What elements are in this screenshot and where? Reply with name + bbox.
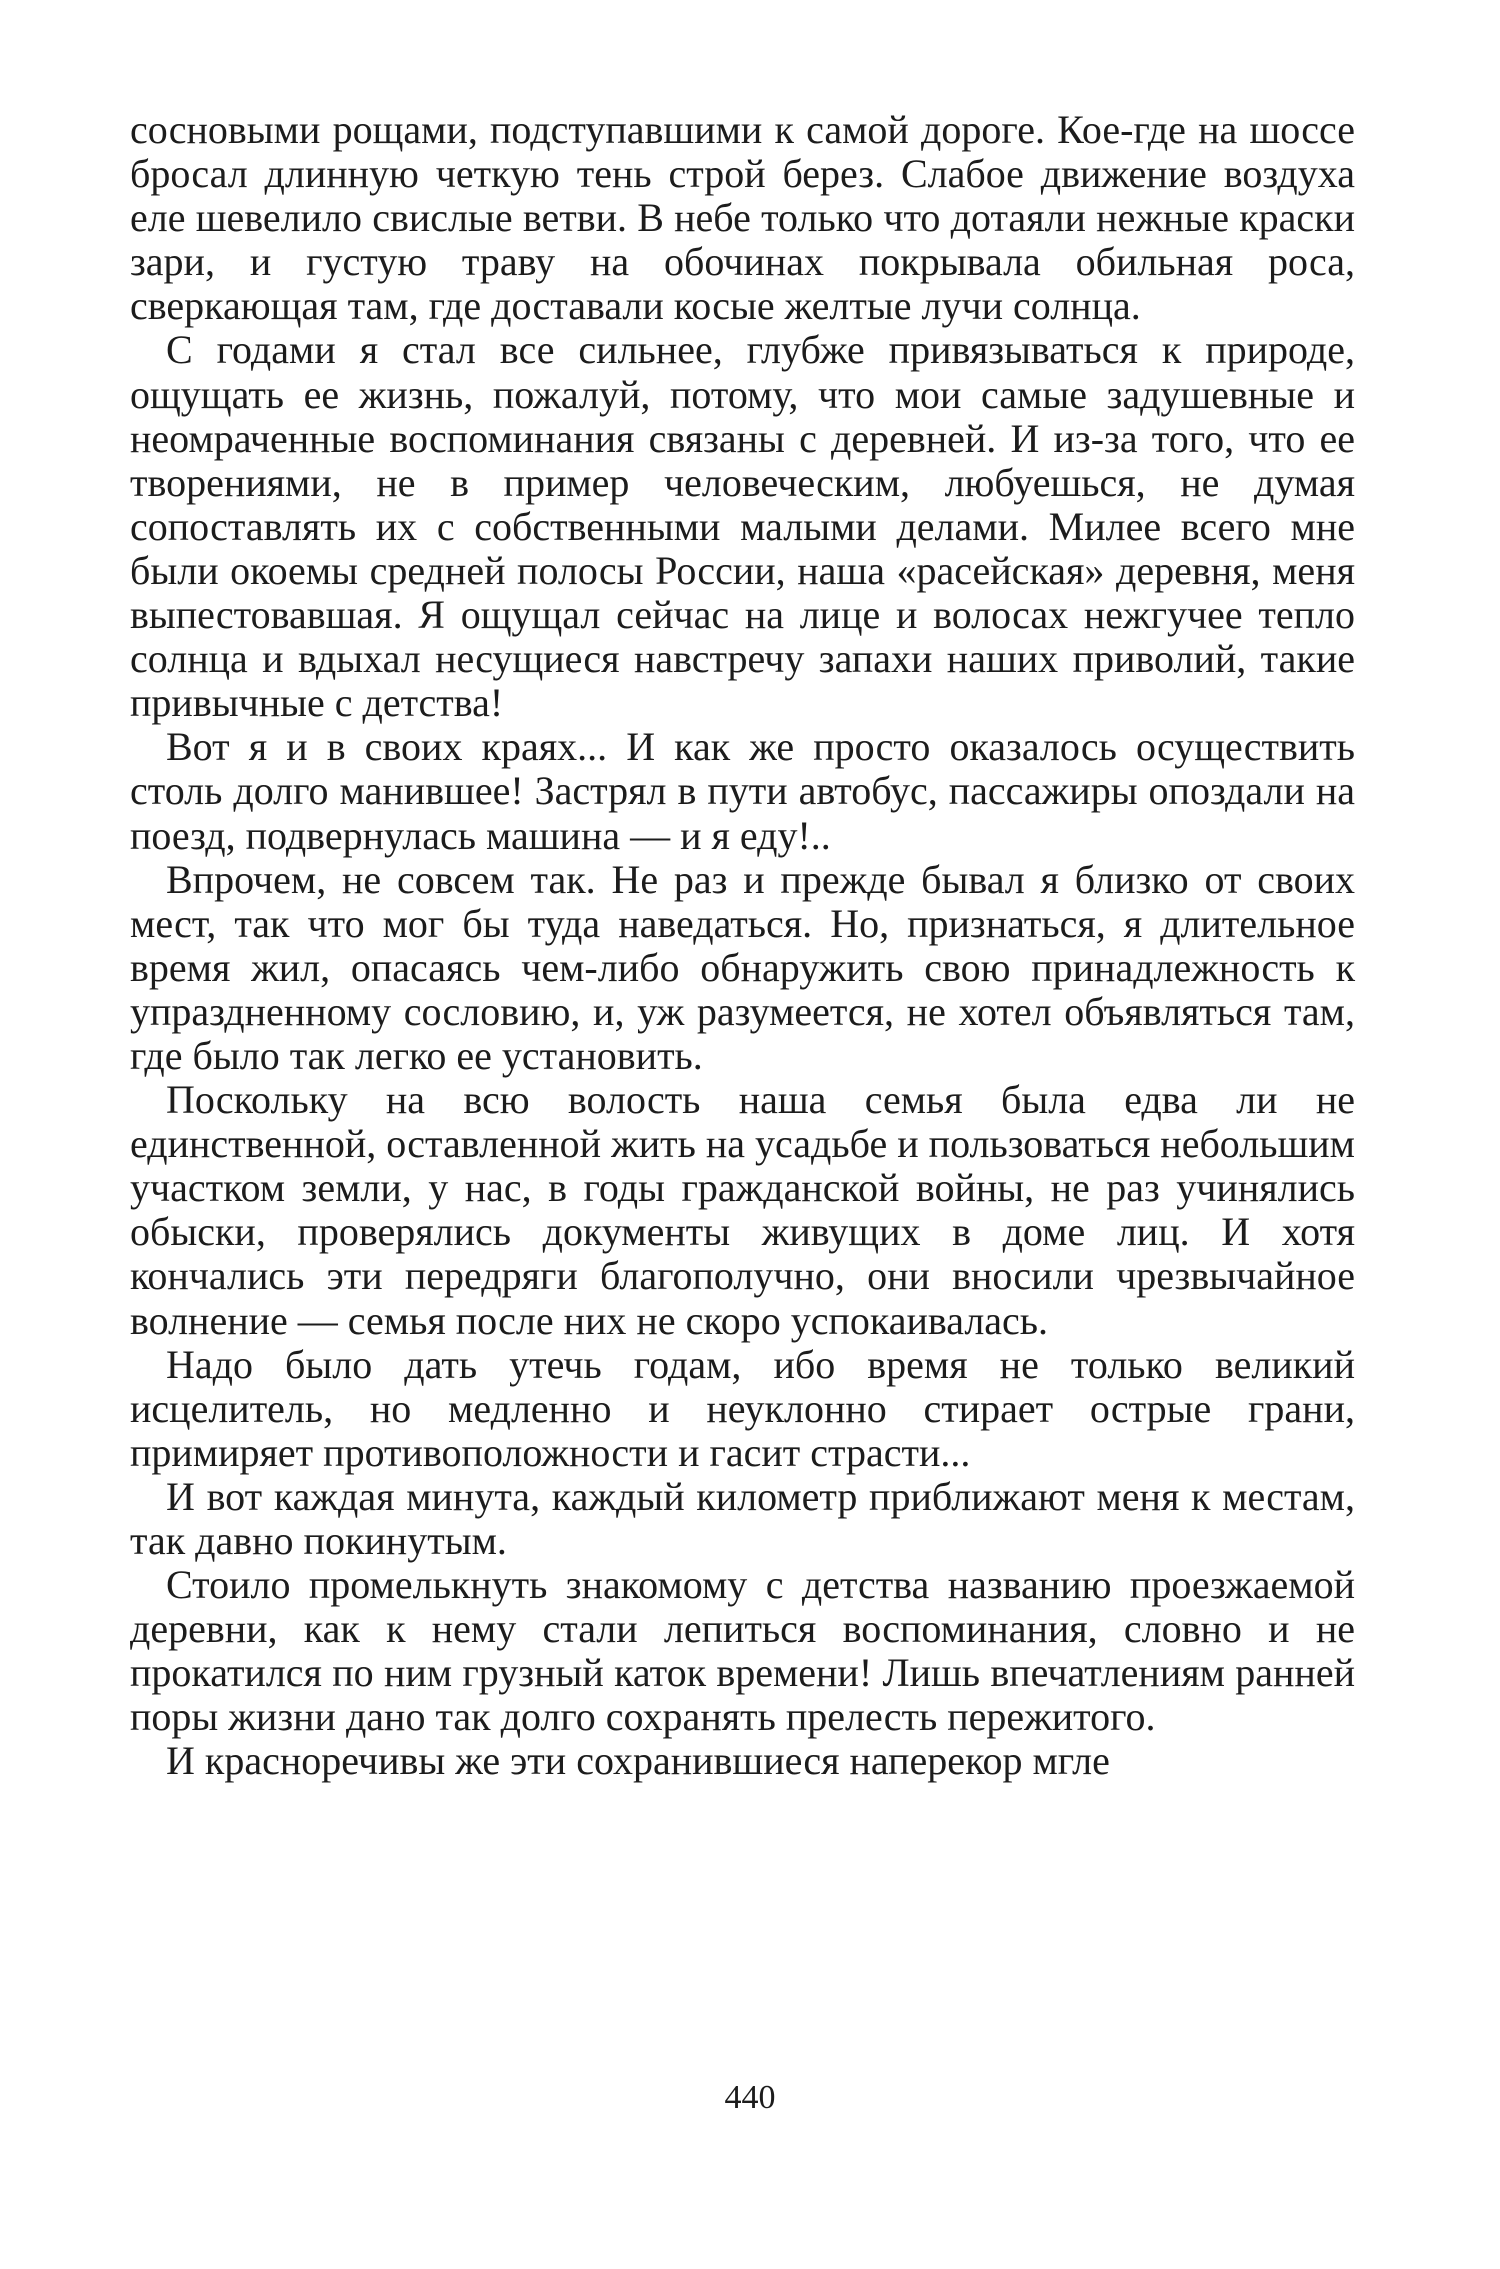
paragraph-time-heals: Надо было дать утечь годам, ибо время не только великий исцелитель, но медленно и неуклонно стирает острые грани, примиряет противоположности и гасит страсти...: [130, 1341, 1355, 1475]
body-text: [130, 108, 1355, 1784]
paragraph-final-line: И красноречивы же эти сохранившиеся наперекор мгле: [166, 1738, 1110, 1784]
paragraph-however: Впрочем, не совсем так. Не раз и прежде бывал я близко от своих мест, так что мог бы туда наведаться. Но, признаться, я длительное время жил, опасаясь чем-либо обнаружить свою принадлежность к упраздненному сословию, и, уж разумеется, не хотел объявляться там, где было так легко ее установить.: [130, 856, 1355, 1078]
paragraph-searches: Поскольку на всю волость наша семья была едва ли не единственной, оставленной жить на усадьбе и пользоваться небольшим участком земли, у нас, в годы гражданской войны, не раз учинялись обыски, проверялись документы живущих в доме лиц. И хотя кончались эти передряги благополучно, они вносили чрезвычайное волнение — семья после них не скоро успокаивалась.: [130, 1077, 1355, 1343]
paragraph-home-region: Вот я и в своих краях... И как же просто оказалось осуществить столь долго манившее! Застрял в пути автобус, пассажиры опоздали на поезд, подвернулась машина — и я еду!..: [130, 724, 1355, 858]
paragraph-memories: Стоило промелькнуть знакомому с детства названию проезжаемой деревни, как к нему стали лепиться воспоминания, словно и не прокатился по ним грузный каток времени! Лишь впечатлениям ранней поры жизни дано так долго сохранять прелесть пережитого.: [130, 1562, 1355, 1740]
paragraph-every-minute: И вот каждая минута, каждый километр приближают меня к местам, так давно покинутым.: [130, 1473, 1355, 1563]
paragraph-continuation: сосновыми рощами, подступавшими к самой дороге. Кое-где на шоссе бросал длинную четкую тень строй берез. Слабое движение воздуха еле шевелило свислые ветви. В небе только что дотаяли нежные краски зари, и густую траву на обочинах покрывала обильная роса, сверкающая там, где доставали косые желтые лучи солнца.: [130, 107, 1355, 329]
page-number: 440: [724, 2079, 776, 2116]
paragraph-nature: С годами я стал все сильнее, глубже привязываться к природе, ощущать ее жизнь, пожалуй, потому, что мои самые задушевные и неомраченные воспоминания связаны с деревней. И из-за того, что ее творениями, не в пример человеческим, любуешься, не думая сопоставлять их с собственными малыми делами. Милее всего мне были окоемы средней полосы России, наша «расейская» деревня, меня выпестовавшая. Я ощущал сейчас на лице и волосах нежгучее тепло солнца и вдыхал несущиеся навстречу запахи наших приволий, такие привычные с детства!: [130, 327, 1355, 726]
